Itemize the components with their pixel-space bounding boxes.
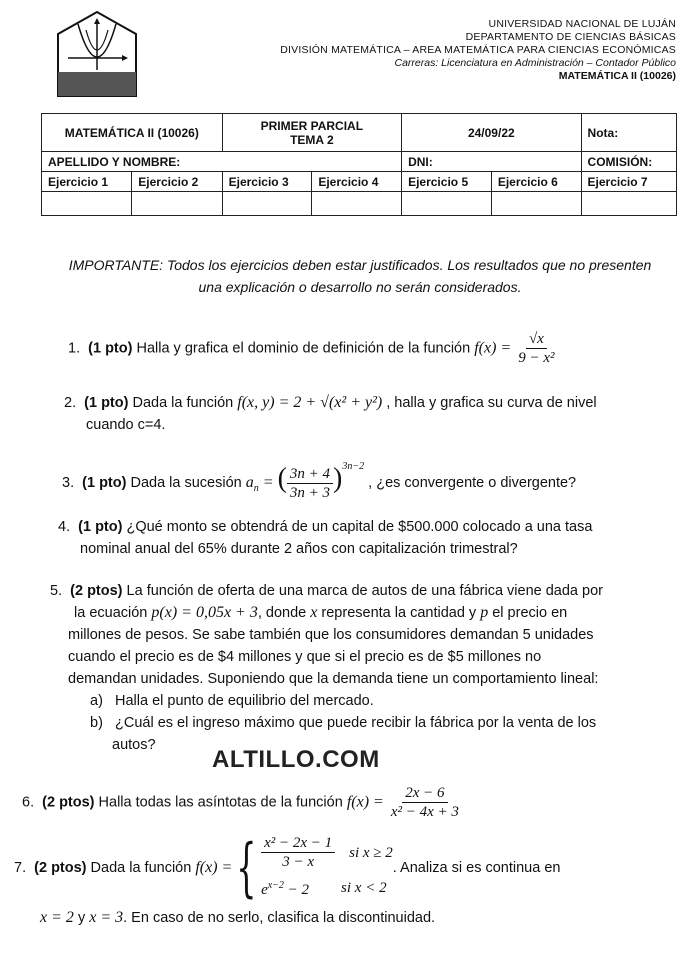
- question-number: 5.: [50, 583, 63, 599]
- exercise-header: Ejercicio 7: [581, 172, 676, 192]
- score-cell: [132, 192, 222, 216]
- subquestion-b: b) ¿Cuál es el ingreso máximo que puede recibir la fábrica por la venta de los: [90, 715, 597, 731]
- formula: p(x) = 0,05x + 3: [151, 604, 258, 621]
- exercise-header: Ejercicio 5: [402, 172, 492, 192]
- question-text: Dada la función: [90, 859, 192, 876]
- question-points: (1 pto): [84, 395, 129, 411]
- question-text: . En caso de no serlo, clasifica la discontinuidad.: [123, 910, 436, 926]
- score-cell: [581, 192, 676, 216]
- formula: x = 2: [40, 909, 74, 926]
- formula: f(x) =: [195, 858, 233, 876]
- question-text: ¿Qué monto se obtendrá de un capital de $500.000 colocado a una tasa: [126, 519, 593, 535]
- exam-title-cell: [222, 114, 401, 152]
- exercise-header: Ejercicio 6: [491, 172, 581, 192]
- exercise-header: Ejercicio 4: [312, 172, 402, 192]
- grade-cell: Nota:: [581, 114, 676, 152]
- question-text: cuando el precio es de $4 millones y que si el precio es de $5 millones no: [68, 649, 542, 665]
- question-points: (1 pto): [82, 475, 127, 491]
- formula-fraction: $\frac{3n + 4}{3n + 3}$: [287, 465, 333, 502]
- department-name: DEPARTAMENTO DE CIENCIAS BÁSICAS: [465, 31, 676, 43]
- question-points: (1 pto): [88, 340, 133, 357]
- formula: f(x, y) = 2 + √(x² + y²): [237, 394, 383, 411]
- careers-line: Carreras: Licenciatura en Administración – Contador Público: [394, 57, 676, 69]
- subject-code: MATEMÁTICA II (10026): [558, 70, 676, 82]
- score-cell: [222, 192, 312, 216]
- important-note: IMPORTANTE: Todos los ejercicios deben estar justificados. Los resultados que no presenten una explicación o desarrollo no serán considerados.: [68, 257, 652, 295]
- question-text: Dada la función: [132, 395, 234, 411]
- exam-title: PRIMER PARCIAL: [260, 118, 364, 133]
- score-cell: [312, 192, 402, 216]
- piecewise-formula: { $\frac{\text{x² − 2x − 1}}{3 - x}$ si x ≥ 2 $e^{x-2} - 2$ si x < 2: [236, 830, 393, 905]
- formula: $a_n$ =: [245, 474, 274, 495]
- question-3: 3. (1 pto) Dada la sucesión $a_n$ = ( $\frac{3n + 4}{3n + 3}$ )$^{3n-2}$ , ¿es convergente o divergente?: [62, 461, 577, 501]
- exercise-header: Ejercicio 3: [222, 172, 312, 192]
- question-text: nominal anual del 65% durante 2 años con capitalización trimestral?: [80, 541, 518, 557]
- question-points: (1 pto): [78, 519, 123, 535]
- university-logo: [56, 10, 138, 98]
- question-text: la ecuación: [74, 605, 148, 621]
- question-7: 7. (2 ptos) Dada la función f(x) = { $\frac{\text{x² − 2x − 1}}{3 - x}$ si x ≥ 2 $e^{x-2} - 2$ si x < 2 . Analiza si es continua en x = 2 y x = 3. En caso de no serlo, clasifica la discontinuidad.: [14, 830, 561, 926]
- formula-fraction: $\frac{2x - 6}{\text{x² − 4x + 3}}$: [390, 785, 459, 820]
- question-6: [22, 784, 462, 821]
- subquestion-a: a) Halla el punto de equilibrio del mercado.: [90, 693, 374, 709]
- dni-cell: DNI:: [402, 152, 581, 172]
- commission-cell: COMISIÓN:: [581, 152, 676, 172]
- subquestion-b-cont: autos?: [112, 737, 156, 753]
- question-number: 2.: [64, 395, 77, 411]
- question-text: , ¿es convergente o divergente?: [368, 475, 577, 491]
- formula: f(x) =: [474, 339, 512, 357]
- date-cell: 24/09/22: [402, 114, 581, 152]
- exercise-header: Ejercicio 1: [42, 172, 132, 192]
- question-text: Halla y grafica el dominio de definición de la función: [136, 340, 471, 357]
- question-points: (2 ptos): [70, 583, 123, 599]
- exam-info-table: [41, 113, 677, 216]
- question-number: 7.: [14, 859, 27, 876]
- subject-cell: MATEMÁTICA II (10026): [42, 114, 223, 152]
- question-text: . Analiza si es continua en: [392, 859, 561, 876]
- question-2: [64, 392, 597, 436]
- question-points: (2 ptos): [34, 859, 87, 876]
- university-name: UNIVERSIDAD NACIONAL DE LUJÁN: [488, 18, 676, 30]
- exercise-header: Ejercicio 2: [132, 172, 222, 192]
- question-number: 1.: [68, 340, 81, 357]
- score-cell: [491, 192, 581, 216]
- question-text: , halla y grafica su curva de nivel: [386, 395, 597, 411]
- question-text: demandan unidades. Suponiendo que la demanda tiene un comportamiento lineal:: [68, 671, 599, 687]
- question-4: [58, 516, 592, 560]
- question-points: (2 ptos): [42, 794, 95, 811]
- question-5: 5. (2 ptos) La función de oferta de una marca de autos de una fábrica viene dada por la ecuación p(x) = 0,05x + 3, donde x representa la cantidad y p el precio en millones de pesos. Se sabe también que los consumidores demandan 5 unidades cuando el precio es de $4 millones y que si el precio es de $5 millones no demandan unidades. Suponiendo que la demanda tiene un comportamiento lineal: a) Halla el punto de equilibrio del mercado. b) ¿Cuál es el ingreso máximo que puede recibir la fábrica por la venta de los autos?: [50, 580, 680, 756]
- question-number: 4.: [58, 519, 71, 535]
- question-text: Halla todas las asíntotas de la función: [98, 794, 343, 811]
- name-cell: APELLIDO Y NOMBRE:: [42, 152, 402, 172]
- exam-theme: TEMA 2: [290, 132, 334, 147]
- formula: f(x) =: [346, 793, 384, 811]
- question-number: 6.: [22, 794, 35, 811]
- question-number: 3.: [62, 475, 75, 491]
- division-name: DIVISIÓN MATEMÁTICA – AREA MATEMÁTICA PARA CIENCIAS ECONÓMICAS: [280, 44, 676, 56]
- formula-fraction: $\frac{√x}{\text{9 − x²}}$: [518, 331, 555, 366]
- question-text: millones de pesos. Se sabe también que los consumidores demandan 5 unidades: [68, 627, 594, 643]
- question-text: Dada la sucesión: [130, 475, 242, 491]
- question-1: [68, 330, 558, 367]
- watermark: ALTILLO.COM: [212, 746, 380, 773]
- institution-header: [280, 18, 676, 83]
- question-text: cuando c=4.: [86, 417, 166, 433]
- score-cell: [402, 192, 492, 216]
- score-cell: [42, 192, 132, 216]
- question-text: La función de oferta de una marca de autos de una fábrica viene dada por: [126, 583, 603, 599]
